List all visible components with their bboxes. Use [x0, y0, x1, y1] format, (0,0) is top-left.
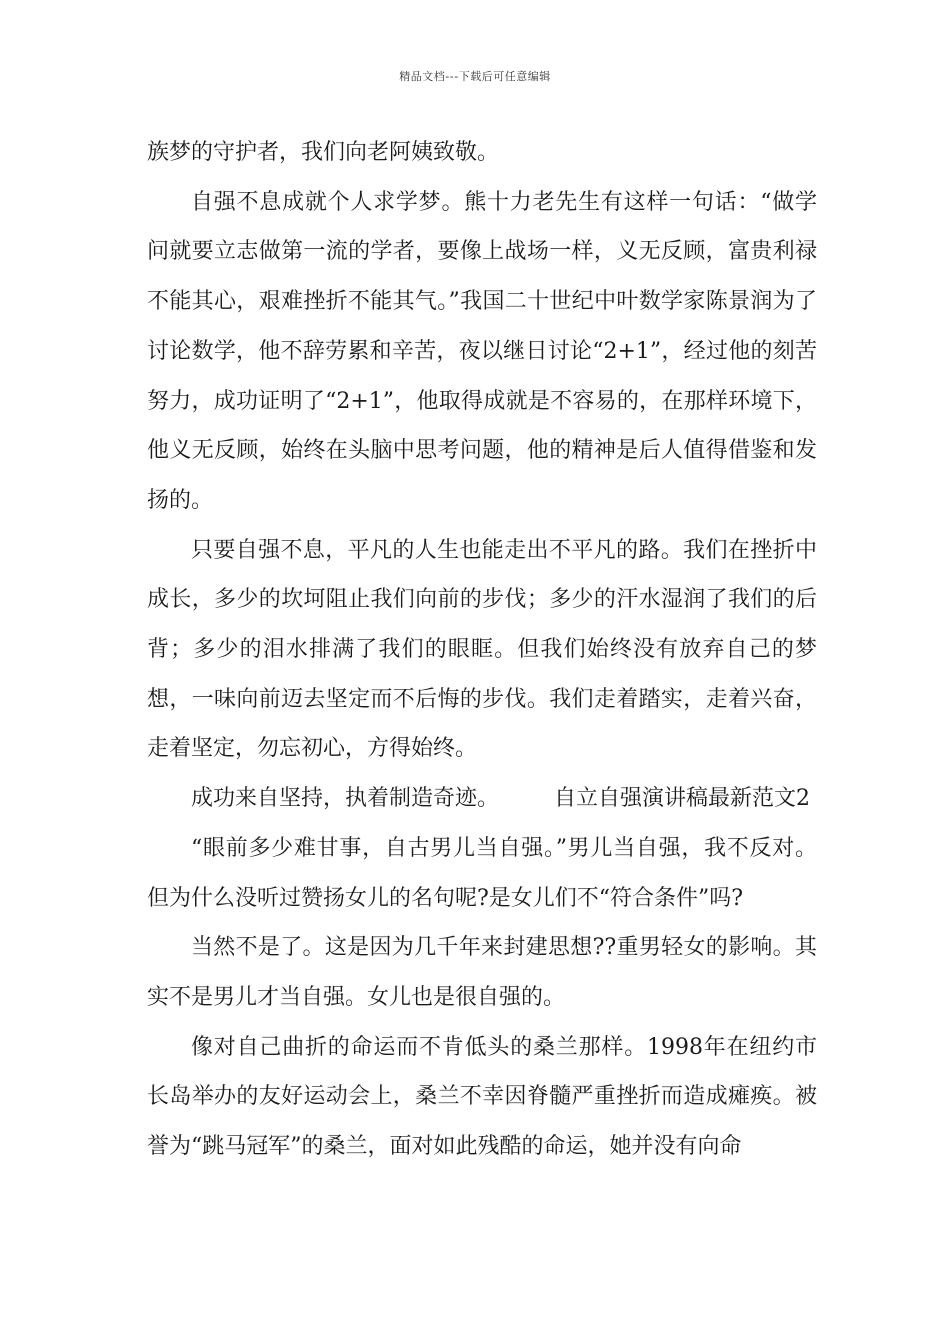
paragraph: 像对自己曲折的命运而不肯低头的桑兰那样。1998年在纽约市长岛举办的友好运动会上，桑兰不幸因脊髓严重挫折而造成瘫痪。被誉为“跳马冠军”的桑兰，面对如此残酷的命运，她并没有向命 [147, 1034, 817, 1160]
document-body [147, 128, 817, 1172]
paragraph: 只要自强不息，平凡的人生也能走出不平凡的路。我们在挫折中成长，多少的坎坷阻止我们向前的步伐；多少的汗水湿润了我们的后背；多少的泪水排满了我们的眼眶。但我们始终没有放弃自己的梦想，一味向前迈去坚定而不后悔的步伐。我们走着踏实，走着兴奋，走着坚定，勿忘初心，方得始终。 [147, 537, 817, 762]
paragraph: “眼前多少难甘事，自古男儿当自强。”男儿当自强，我不反对。但为什么没听过赞扬女儿的名句呢?是女儿们不“符合条件”吗? [147, 835, 817, 911]
paragraph: 当然不是了。这是因为几千年来封建思想??重男轻女的影响。其实不是男儿才当自强。女儿也是很自强的。 [147, 935, 817, 1010]
page-header: 精品文档---下载后可任意编辑 [399, 70, 551, 83]
paragraph: 自强不息成就个人求学梦。熊十力老先生有这样一句话：“做学问就要立志做第一流的学者，要像上战场一样，义无反顾，富贵利禄不能其心，艰难挫折不能其气。”我国二十世纪中叶数学家陈景润为了讨论数学，他不辞劳累和辛苦，夜以继日讨论“2+1”，经过他的刻苦努力，成功证明了“2+1”，他取得成就是不容易的，在那样环境下，他义无反顾，始终在头脑中思考问题，他的精神是后人值得借鉴和发扬的。 [147, 189, 817, 513]
paragraph-continuation: 族梦的守护者，我们向老阿姨致敬。 [147, 140, 500, 165]
paragraph: 成功来自坚持，执着制造奇迹。 自立自强演讲稿最新范文2 [191, 786, 810, 812]
